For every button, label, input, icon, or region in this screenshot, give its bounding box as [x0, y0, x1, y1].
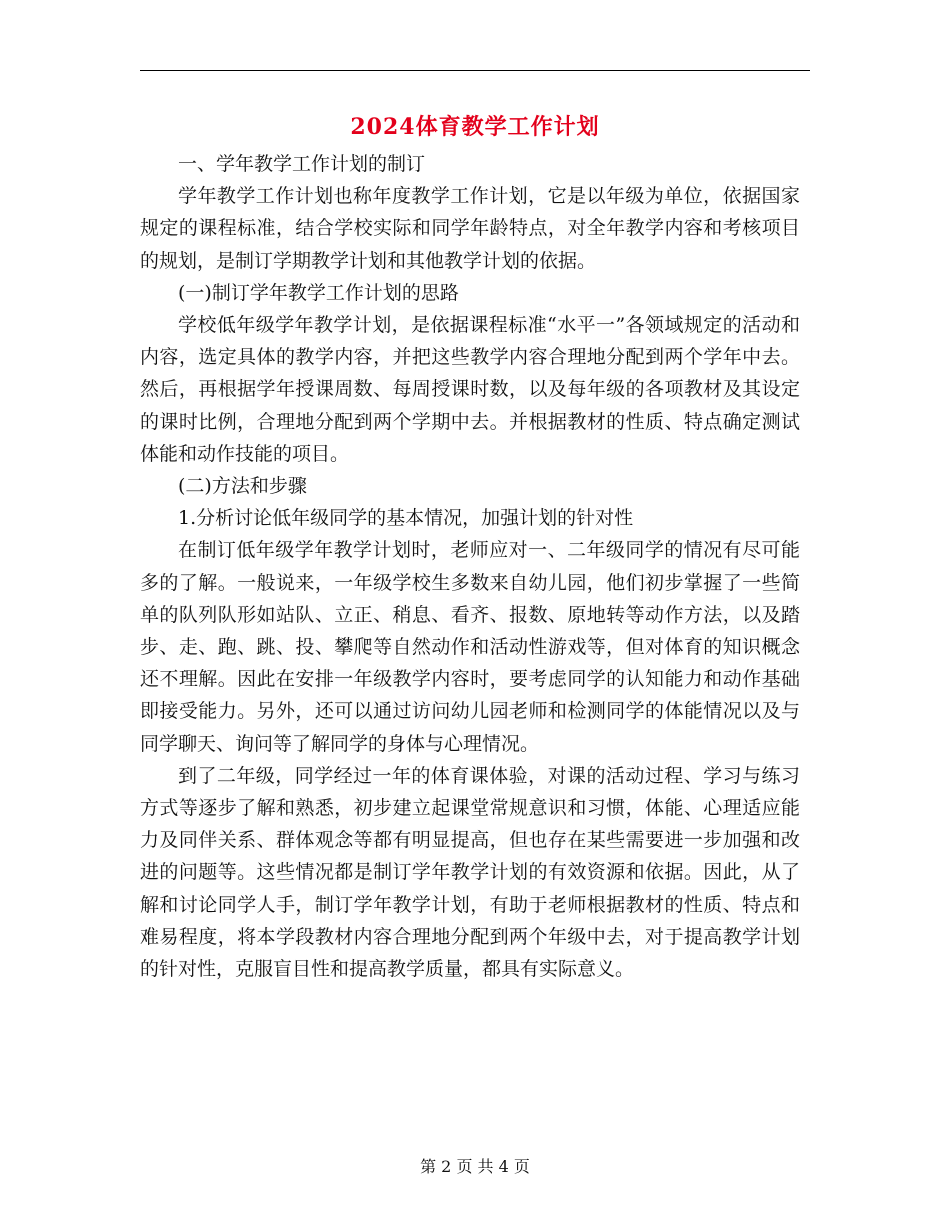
body-paragraph: 学年教学工作计划也称年度教学工作计划，它是以年级为单位，依据国家规定的课程标准，结合学校实际和同学年龄特点，对全年教学内容和考核项目的规划，是制订学期教学计划和其他教学计划的依据。	[140, 185, 800, 272]
body-paragraph: 到了二年级，同学经过一年的体育课体验，对课的活动过程、学习与练习方式等逐步了解和熟悉，初步建立起课堂常规意识和习惯，体能、心理适应能力及同伴关系、群体观念等都有明显提高，但也存在某些需要进一步加强和改进的问题等。这些情况都是制订学年教学计划的有效资源和依据。因此，从了解和讨论同学人手，制订学年教学计划，有助于老师根据教材的性质、特点和难易程度，将本学段教材内容合理地分配到两个年级中去，对于提高教学计划的针对性，克服盲目性和提高教学质量，都具有实际意义。	[140, 764, 800, 981]
document-title: 2024体育教学工作计划	[350, 114, 600, 140]
subsection-heading-2: (二)方法和步骤	[178, 475, 307, 498]
page-number: 第 2 页 共 4 页	[420, 1157, 530, 1176]
subsection-heading-1: (一)制订学年教学工作计划的思路	[178, 281, 459, 304]
body-paragraph: 学校低年级学年教学计划，是依据课程标准“水平一”各领域规定的活动和内容，选定具体的教学内容，并把这些教学内容合理地分配到两个学年中去。然后，再根据学年授课周数、每周授课时数，以及每年级的各项教材及其设定的课时比例，合理地分配到两个学期中去。并根据教材的性质、特点确定测试体能和动作技能的项目。	[140, 314, 800, 465]
document-body	[140, 148, 800, 985]
numbered-heading-1: 1.分析讨论低年级同学的基本情况，加强计划的针对性	[178, 507, 634, 530]
header-rule	[140, 70, 810, 71]
body-paragraph: 在制订低年级学年教学计划时，老师应对一、二年级同学的情况有尽可能多的了解。一般说来，一年级学校生多数来自幼儿园，他们初步掌握了一些简单的队列队形如站队、立正、稍息、看齐、报数、原地转等动作方法，以及踏步、走、跑、跳、投、攀爬等自然动作和活动性游戏等，但对体育的知识概念还不理解。因此在安排一年级教学内容时，要考虑同学的认知能力和动作基础即接受能力。另外，还可以通过访问幼儿园老师和检测同学的体能情况以及与同学聊天、询问等了解同学的身体与心理情况。	[140, 539, 800, 755]
section-heading-1: 一、学年教学工作计划的制订	[178, 153, 426, 175]
